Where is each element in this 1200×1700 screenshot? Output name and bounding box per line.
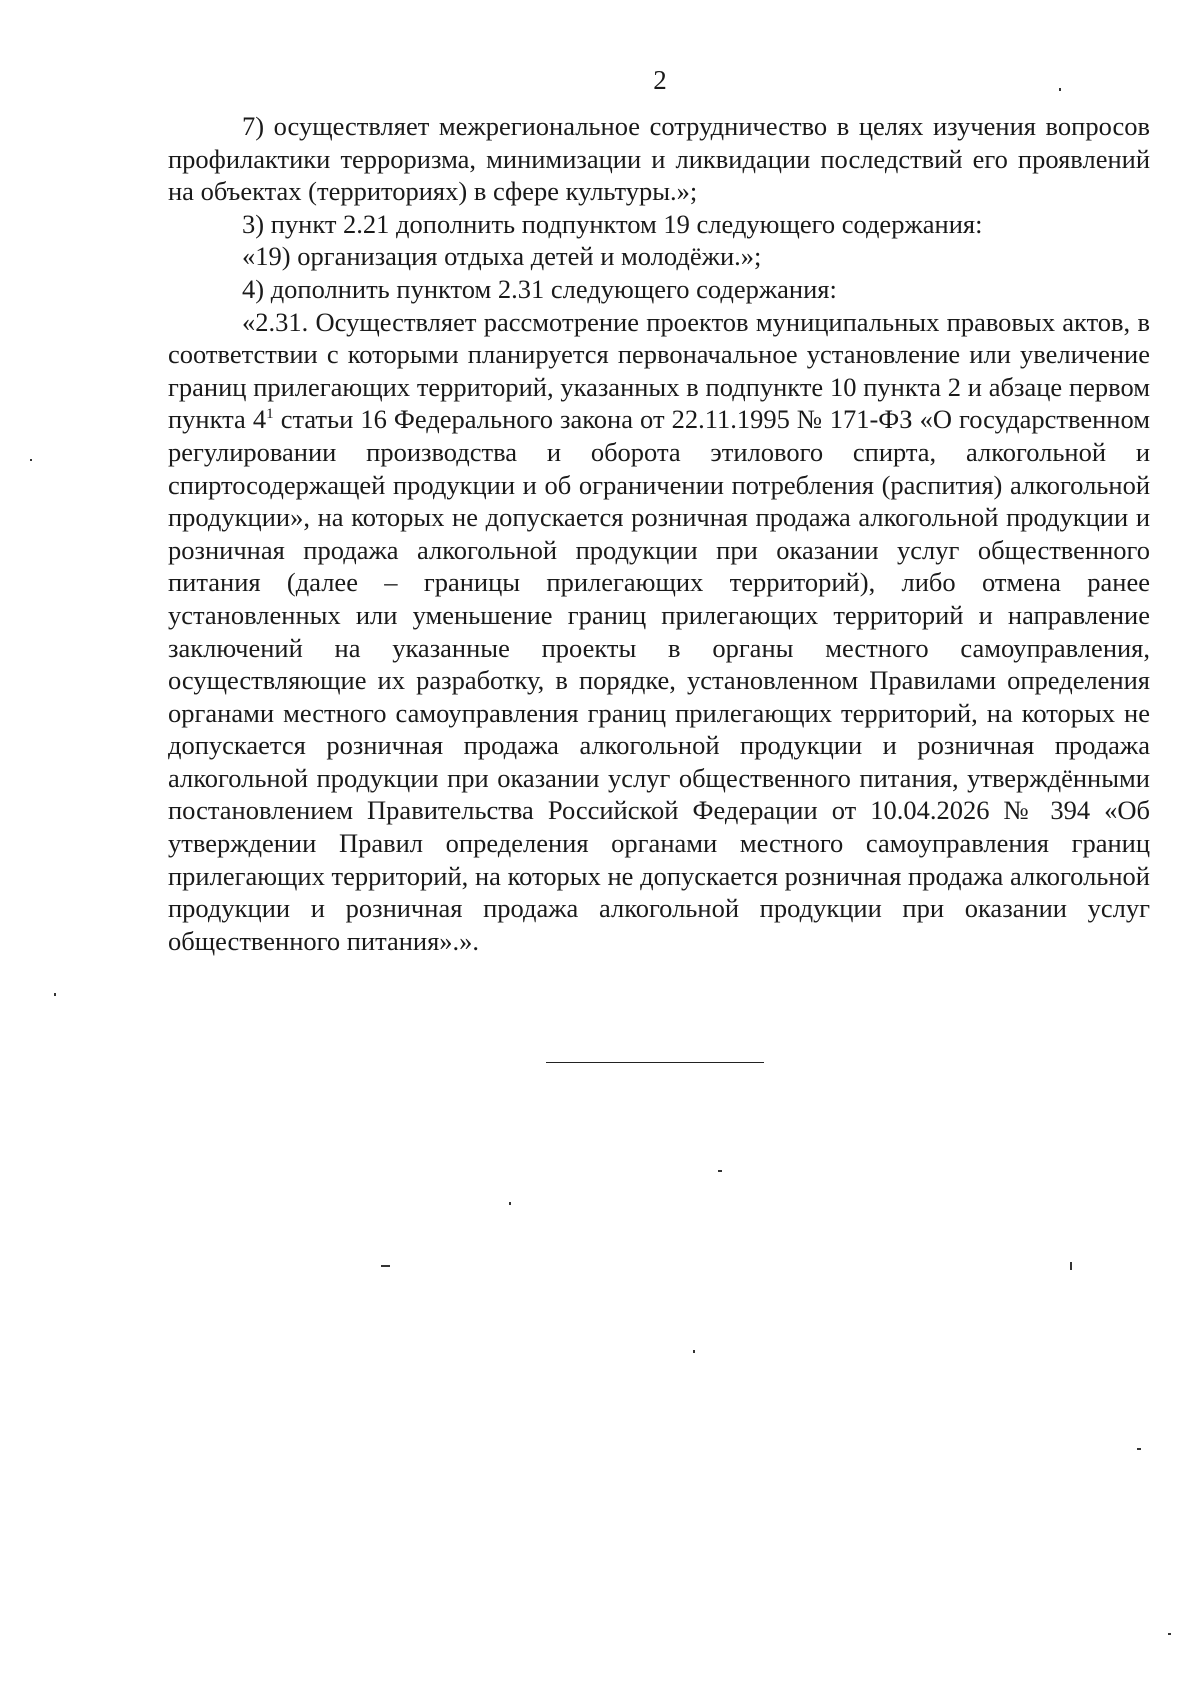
paragraph-amendment-4: 4) дополнить пунктом 2.31 следующего содержания: [242,273,837,304]
paragraph-item-7: 7) осуществляет межрегиональное сотрудничество в целях изучения вопросов профилактики терроризма, минимизации и ликвидации последствий его проявлений на объектах (территориях) в сфере культуры.»; [168,111,1150,207]
paragraph-amendment-3: 3) пункт 2.21 дополнить подпунктом 19 следующего содержания: [242,208,983,239]
end-of-text-rule [546,1062,764,1063]
document-body [168,110,1150,957]
scan-speck [381,1265,390,1267]
paragraph-subitem-19: «19) организация отдыха детей и молодёжи.»; [242,241,762,272]
scan-speck [718,1170,722,1172]
scan-speck [1168,1633,1171,1635]
scan-speck [1137,1448,1141,1450]
scan-speck [509,1202,511,1205]
clause-superscript: 1 [266,406,274,423]
paragraph-clause-2-31 [168,306,1150,958]
scan-speck [1070,1262,1072,1270]
scan-speck [30,459,32,461]
scan-speck [1059,88,1061,91]
scan-speck [693,1350,695,1353]
page-number: 2 [653,65,667,95]
clause-text-start: «2.31. Осуществляет рассмотрение проектов муниципальных правовых актов, в соответствии с которыми планируется первоначальное установление или увеличение границ прилегающих территорий, указанных в подпункте 10 пункта 2 и абзаце первом пункта 4 [168,306,1150,435]
clause-text-end: статьи 16 Федерального закона от 22.11.1995 № 171-ФЗ «О государственном регулировании производства и оборота этилового спирта, алкогольной и спиртосодержащей продукции и об ограничении потребления (распития) алкогольной продукции», на которых не допускается розничная продажа алкогольной продукции и розничная продажа алкогольной продукции при оказании услуг общественного питания (далее – границы прилегающих территорий), либо отмена ранее установленных или уменьшение границ прилегающих территорий и направление заключений на указанные проекты в органы местного самоуправления, осуществляющие их разработку, в порядке, установленном Правилами определения органами местного самоуправления границ прилегающих территорий, на которых не допускается розничная продажа алкогольной продукции и розничная продажа алкогольной продукции при оказании услуг общественного питания, утверждёнными постановлением Правительства Российской Федерации от 10.04.2026 № 394 «Об утверждении Правил определения органами местного самоуправления границ прилегающих территорий, на которых не допускается розничная продажа алкогольной продукции и розничная продажа алкогольной продукции при оказании услуг общественного питания».». [168,404,1150,956]
scan-speck [54,993,56,996]
